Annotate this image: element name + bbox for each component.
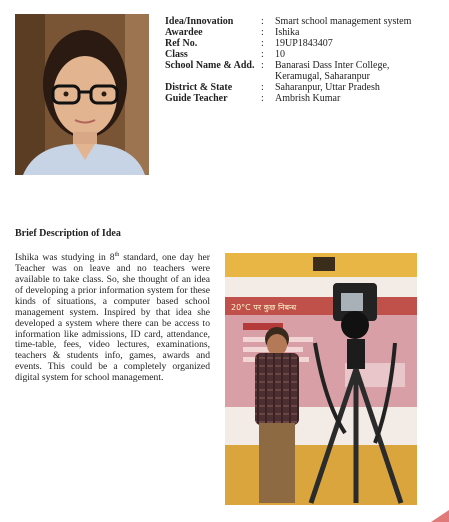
presentation-photo xyxy=(225,253,417,505)
description-superscript: th xyxy=(114,252,120,258)
ref-separator: : xyxy=(261,38,264,49)
awardee-separator: : xyxy=(261,27,264,38)
school-row xyxy=(165,60,435,82)
school-label: School Name & Add. xyxy=(165,60,255,71)
guide-row xyxy=(165,93,435,104)
description-paragraph xyxy=(15,250,210,384)
guide-value: Ambrish Kumar xyxy=(275,93,341,104)
page-corner-decoration xyxy=(431,510,449,522)
presentation-illustration xyxy=(225,253,417,505)
awardee-details xyxy=(165,16,435,104)
portrait-illustration xyxy=(15,14,149,175)
awardee-row xyxy=(165,27,435,38)
idea-separator: : xyxy=(261,16,264,27)
class-label: Class xyxy=(165,49,188,60)
awardee-portrait xyxy=(15,14,149,175)
description-rest: standard, one day her Teacher was on leave and no teachers were available to take class. So, she thought of an idea of developing a prior information system for these kinds of situations, a computer based school management system. Inspired by that idea she developed a system where there can be access to information like admissions, ID card, attendance, time-table, fees, video lectures, examinations, teachers & students info, games, awards and events. This could be a completely organized digital system for school management. xyxy=(15,252,210,384)
ref-value: 19UP1843407 xyxy=(275,38,333,49)
class-value: 10 xyxy=(275,49,285,60)
school-value: Banarasi Dass Inter College, Keramugal, Saharanpur xyxy=(275,60,390,82)
class-separator: : xyxy=(261,49,264,60)
district-row xyxy=(165,82,435,93)
district-label: District & State xyxy=(165,82,233,93)
guide-separator: : xyxy=(261,93,264,104)
idea-value: Smart school management system xyxy=(275,16,412,27)
idea-row xyxy=(165,16,435,27)
ref-row xyxy=(165,38,435,49)
district-value: Saharanpur, Uttar Pradesh xyxy=(275,82,380,93)
idea-label: Idea/Innovation xyxy=(165,16,234,27)
screen-text: 20°C पर कुछ निबन्ध xyxy=(231,303,297,312)
guide-label: Guide Teacher xyxy=(165,93,228,104)
description-start: Ishika was studying in 8 xyxy=(15,252,115,264)
awardee-label: Awardee xyxy=(165,27,203,38)
school-separator: : xyxy=(261,60,264,71)
district-separator: : xyxy=(261,82,264,93)
ref-label: Ref No. xyxy=(165,38,198,49)
section-heading: Brief Description of Idea xyxy=(15,228,121,239)
awardee-value: Ishika xyxy=(275,27,300,38)
class-row xyxy=(165,49,435,60)
